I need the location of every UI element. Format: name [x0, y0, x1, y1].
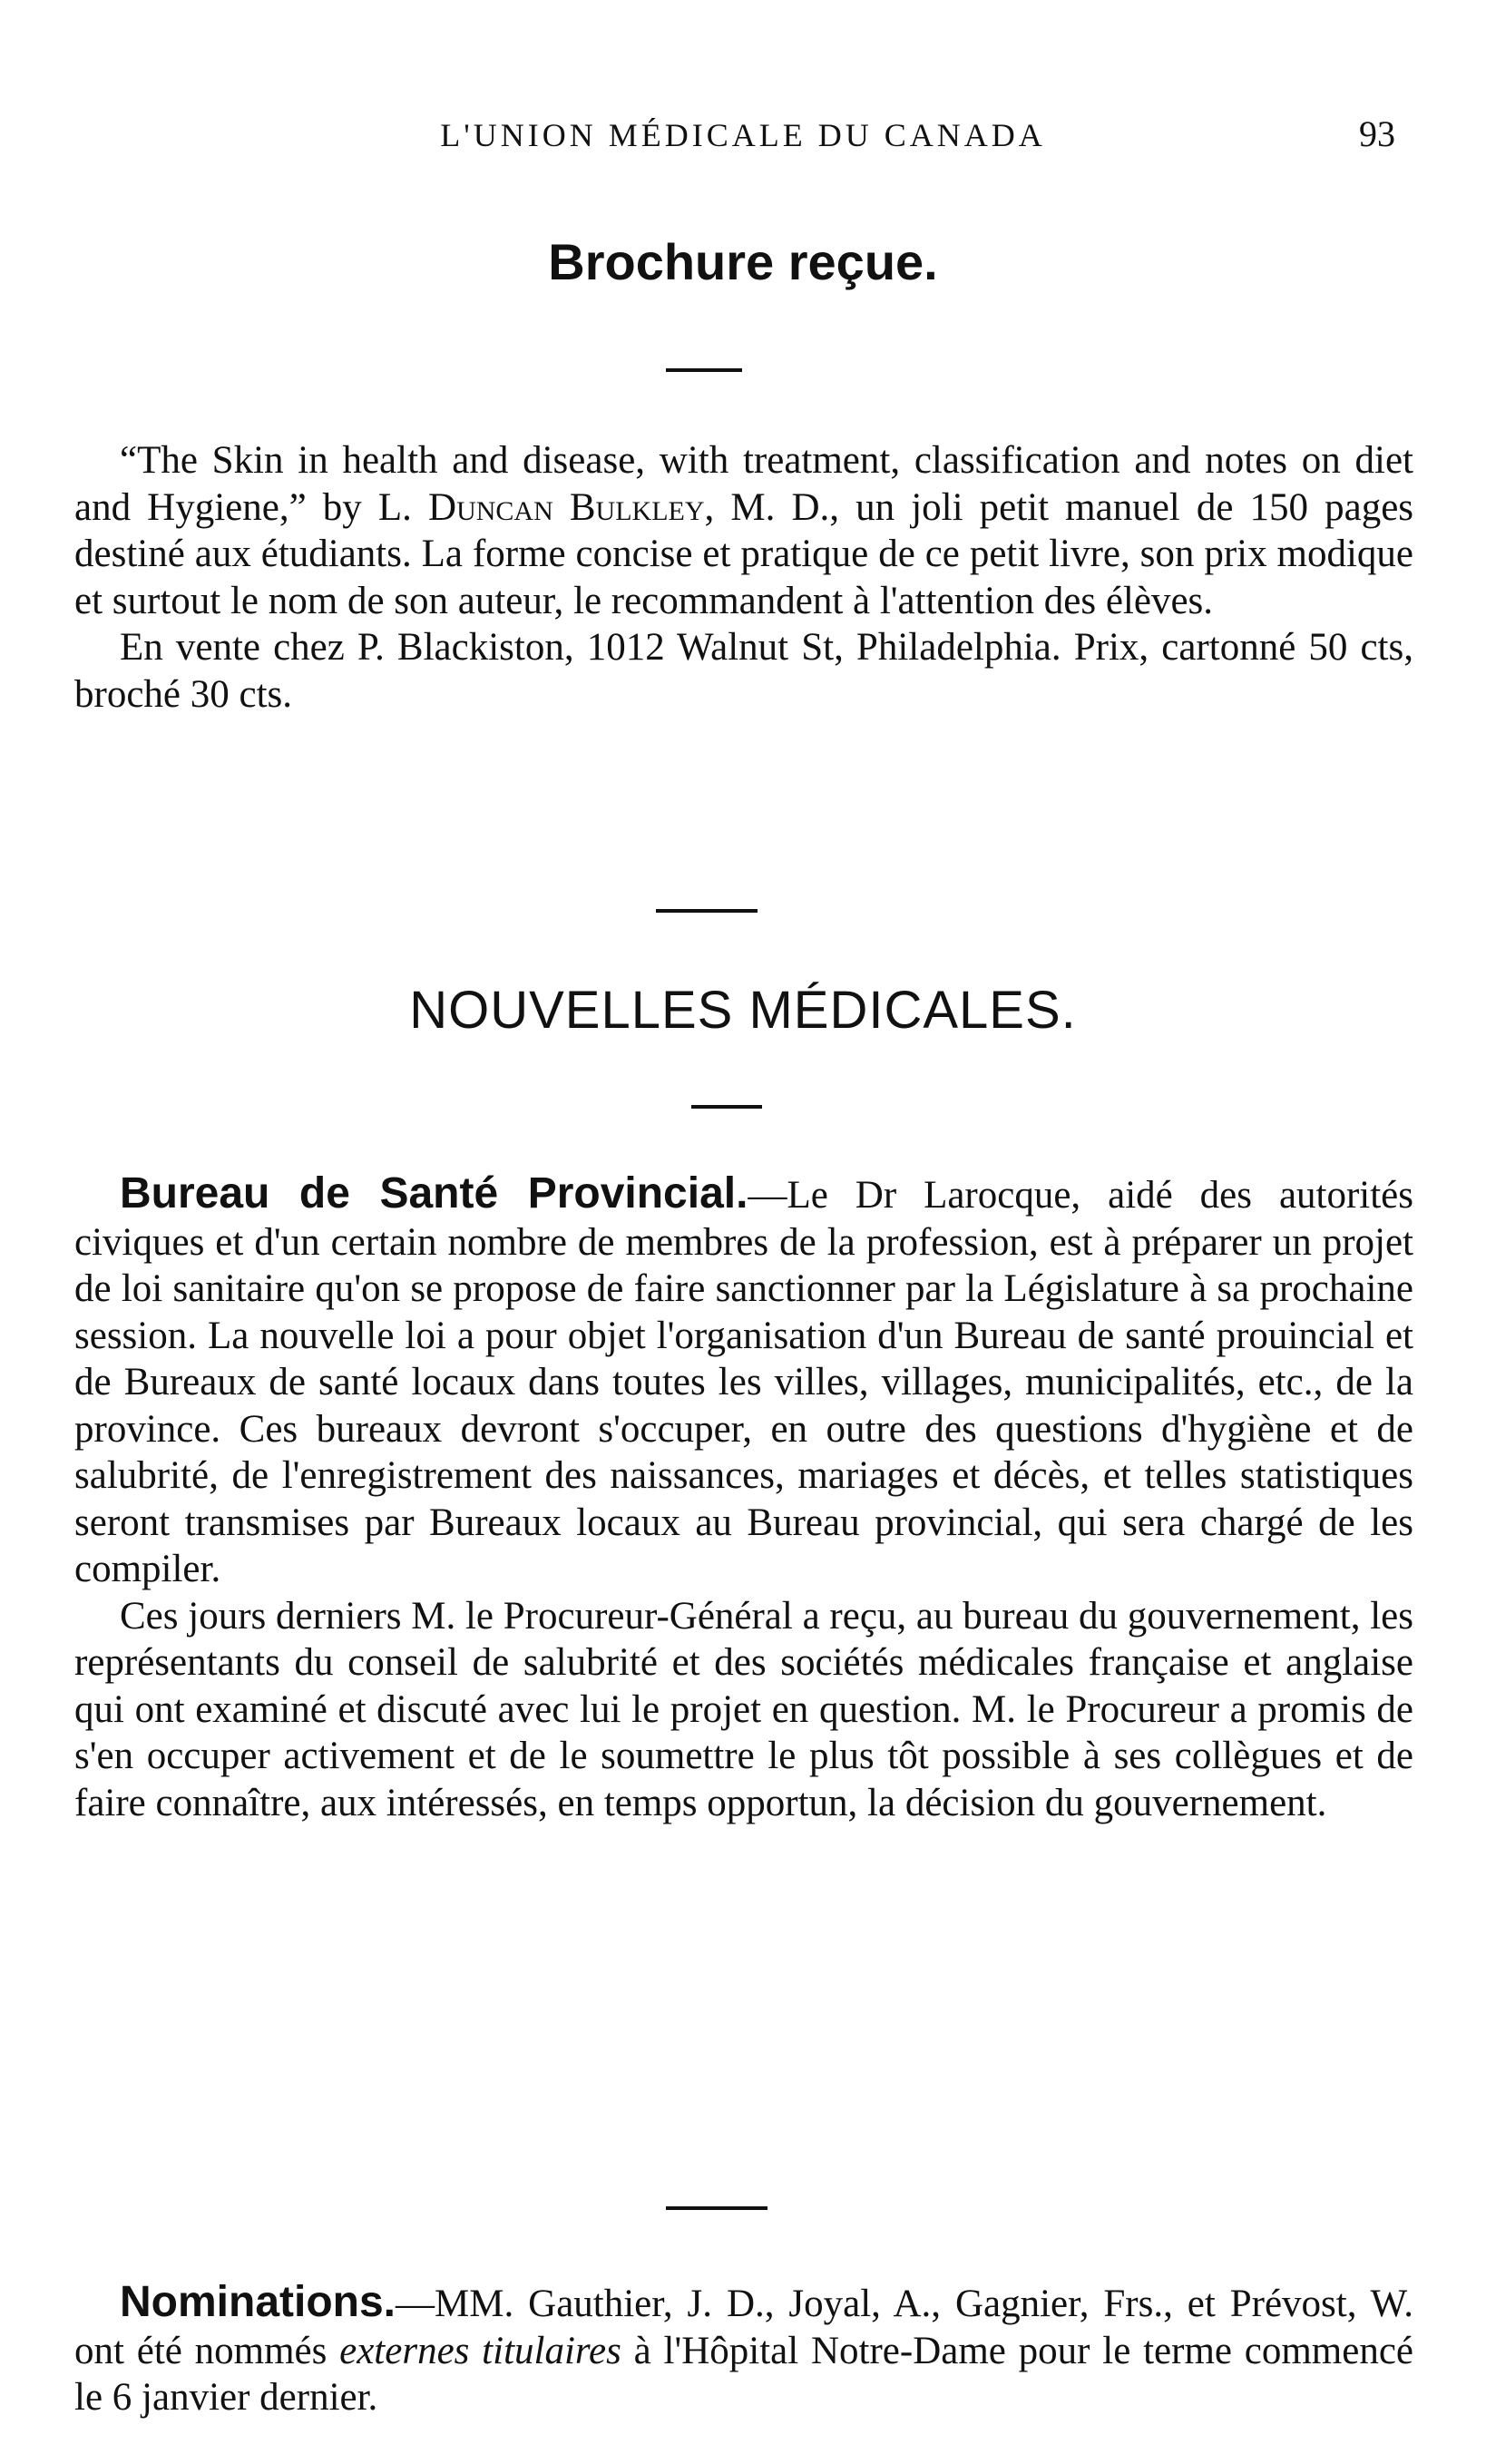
brochure-author: Duncan Bulkley	[428, 485, 705, 529]
brochure-body	[74, 437, 1413, 718]
nominations-paragraph	[74, 2279, 1413, 2421]
nouvelles-title: NOUVELLES MÉDICALES.	[409, 981, 1077, 1040]
divider-rule	[666, 2206, 767, 2210]
divider-rule	[691, 1105, 762, 1109]
procureur-paragraph: Ces jours derniers M. le Procureur-Général a reçu, au bureau du gouvernement, les représentants du conseil de salubrité et des sociétés médicales française et anglaise qui ont examiné et discuté avec lui le projet en question. M. le Procureur a promis de s'en occuper activement et de le soumettre le plus tôt possible à ses collègues et de faire connaître, aux intéressés, en temps opportun, la décision du gouvernement.	[74, 1594, 1413, 1824]
brochure-title: Brochure reçue.	[548, 233, 938, 290]
nominations-text: —MM. Gauthier, J. D., Joyal, A., Gagnier, Frs., et Prévost, W. ont été nommés	[74, 2283, 1413, 2372]
nominations-body	[74, 2279, 1413, 2421]
brochure-sale-info: En vente chez P. Blackiston, 1012 Walnut St, Philadelphia. Prix, cartonné 50 cts, broché 30 cts.	[74, 626, 1413, 716]
nouvelles-body	[74, 1170, 1413, 1826]
brochure-paragraph	[74, 437, 1413, 624]
divider-rule	[666, 368, 742, 372]
page-number: 93	[1359, 113, 1395, 154]
divider-rule	[656, 909, 758, 913]
brochure-quote: “The Skin in health and disease, with treatment, classification and notes on diet and Hygiene,” by L.	[74, 439, 1413, 529]
brochure-text: , M. D., un joli petit manuel de 150 pages destiné aux étudiants. La forme concise et pratique de ce petit livre, son prix modique et surtout le nom de son auteur, le recommandent à l'attention des élèves.	[74, 485, 1414, 622]
bureau-text: —Le Dr Larocque, aidé des autorités civiques et d'un certain nombre de membres de la profession, est à préparer un projet de loi sanitaire qu'on se propose de faire sanctionner par la Législature à sa prochaine session. La nouvelle loi a pour objet l'organisation d'un Bureau de santé prouincial et de Bureaux de santé locaux dans toutes les villes, villages, municipalités, etc., de la province. Ces bureaux devront s'occuper, en outre des questions d'hygiène et de salubrité, de l'enregistrement des naissances, mariages et décès, et telles statistiques seront transmises par Bureaux locaux au Bureau provincial, qui sera chargé de les compiler.	[74, 1174, 1414, 1590]
bureau-paragraph	[74, 1170, 1413, 1593]
nominations-italic: externes titulaires	[339, 2329, 621, 2372]
nominations-heading: Nominations.	[120, 2278, 396, 2326]
running-head: L'UNION MÉDICALE DU CANADA	[440, 117, 1046, 153]
nominations-text-end: à l'Hôpital Notre-Dame pour le terme commencé le 6 janvier dernier.	[74, 2329, 1413, 2419]
bureau-heading: Bureau de Santé Provincial.	[120, 1169, 748, 1217]
